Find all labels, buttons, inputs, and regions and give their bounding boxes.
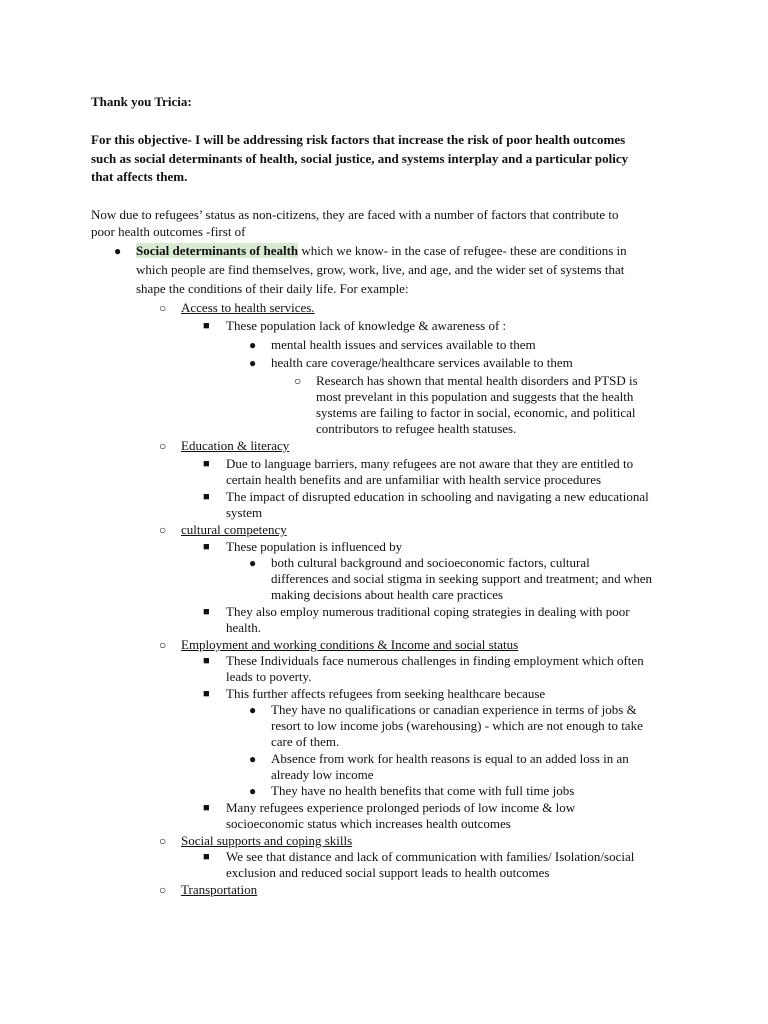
bullet-circle-icon: ○ <box>159 301 167 315</box>
objective-line: that affects them. <box>91 169 188 184</box>
bullet-disc-icon: ● <box>249 356 257 370</box>
bullet-square-icon: ■ <box>203 606 210 618</box>
bullet-square-icon: ■ <box>203 458 210 470</box>
list-item: resort to low income jobs (warehousing) - which are not enough to take <box>271 718 643 733</box>
list-item: leads to poverty. <box>226 669 312 684</box>
bullet-circle-icon: ○ <box>294 374 302 388</box>
bullet-square-icon: ■ <box>203 802 210 814</box>
list-item: making decisions about health care practices <box>271 587 504 602</box>
intro-line: Now due to refugees’ status as non-citizens, they are faced with a number of factors that contribute to <box>91 207 619 222</box>
list-item: The impact of disrupted education in schooling and navigating a new educational <box>226 489 649 504</box>
section-heading-access: Access to health services. <box>181 300 315 315</box>
list-item: Many refugees experience prolonged periods of low income & low <box>226 800 576 815</box>
list-item: These population lack of knowledge & awareness of : <box>226 318 507 333</box>
bullet-square-icon: ■ <box>203 655 210 667</box>
intro-line: poor health outcomes -first of <box>91 224 246 239</box>
sdoh-text: which we know- in the case of refugee- these are conditions in <box>298 243 627 258</box>
list-item: already low income <box>271 767 374 782</box>
list-item: socioeconomic status which increases health outcomes <box>226 816 511 831</box>
bullet-disc-icon: ● <box>249 752 257 766</box>
list-item: These Individuals face numerous challenges in finding employment which often <box>226 653 644 668</box>
list-item: These population is influenced by <box>226 539 403 554</box>
list-item: Absence from work for health reasons is equal to an added loss in an <box>271 751 629 766</box>
bullet-circle-icon: ○ <box>159 883 167 897</box>
list-item: Due to language barriers, many refugees are not aware that they are entitled to <box>226 456 634 471</box>
sdoh-line <box>136 243 627 259</box>
section-heading-employment: Employment and working conditions & Income and social status <box>181 637 519 652</box>
list-item: They also employ numerous traditional coping strategies in dealing with poor <box>226 604 630 619</box>
bullet-square-icon: ■ <box>203 491 210 503</box>
section-heading-social: Social supports and coping skills <box>181 833 353 848</box>
greeting: Thank you Tricia: <box>91 94 192 109</box>
list-item: This further affects refugees from seeking healthcare because <box>226 686 546 701</box>
list-item: exclusion and reduced social support leads to health outcomes <box>226 865 550 880</box>
list-item: most prevelant in this population and suggests that the health <box>316 389 634 404</box>
bullet-disc-icon: ● <box>249 338 257 352</box>
list-item: Research has shown that mental health disorders and PTSD is <box>316 373 638 388</box>
list-item: both cultural background and socioeconomic factors, cultural <box>271 555 590 570</box>
bullet-square-icon: ■ <box>203 320 210 332</box>
list-item: We see that distance and lack of communication with families/ Isolation/social <box>226 849 635 864</box>
section-heading-cultural: cultural competency <box>181 522 287 537</box>
list-item: differences and social stigma in seeking support and treatment; and when <box>271 571 652 586</box>
list-item: mental health issues and services available to them <box>271 337 536 352</box>
bullet-circle-icon: ○ <box>159 834 167 848</box>
list-item: health care coverage/healthcare services available to them <box>271 355 573 370</box>
bullet-disc-icon: ● <box>249 556 257 570</box>
bullet-square-icon: ■ <box>203 851 210 863</box>
bullet-square-icon: ■ <box>203 688 210 700</box>
sdoh-highlight: Social determinants of health <box>136 243 299 258</box>
section-heading-transportation: Transportation <box>181 882 258 897</box>
list-item: contributors to refugee health statuses. <box>316 421 517 436</box>
bullet-circle-icon: ○ <box>159 638 167 652</box>
list-item: They have no health benefits that come with full time jobs <box>271 783 575 798</box>
objective-line: For this objective- I will be addressing risk factors that increase the risk of poor health outcomes <box>91 132 626 147</box>
bullet-disc-icon: ● <box>114 244 122 258</box>
list-item: They have no qualifications or canadian experience in terms of jobs & <box>271 702 637 717</box>
section-heading-education: Education & literacy <box>181 438 290 453</box>
bullet-square-icon: ■ <box>203 541 210 553</box>
sdoh-line: shape the conditions of their daily life. For example: <box>136 281 409 296</box>
list-item: health. <box>226 620 262 635</box>
objective-line: such as social determinants of health, social justice, and systems interplay and a particular policy <box>91 151 629 166</box>
list-item: certain health benefits and are unfamiliar with health service procedures <box>226 472 602 487</box>
bullet-disc-icon: ● <box>249 703 257 717</box>
sdoh-line: which people are find themselves, grow, work, live, and age, and the wider set of systems that <box>136 262 625 277</box>
bullet-disc-icon: ● <box>249 784 257 798</box>
list-item: system <box>226 505 263 520</box>
list-item: systems are failing to factor in social, economic, and political <box>316 405 636 420</box>
bullet-circle-icon: ○ <box>159 523 167 537</box>
bullet-circle-icon: ○ <box>159 439 167 453</box>
list-item: care of them. <box>271 734 340 749</box>
